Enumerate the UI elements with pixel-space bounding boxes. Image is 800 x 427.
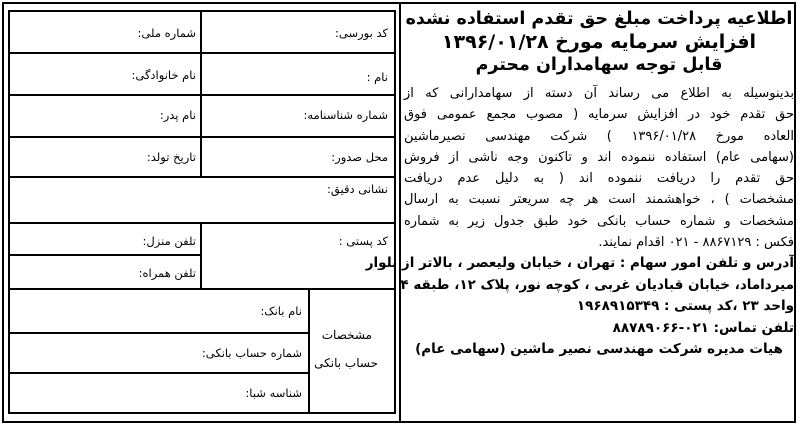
bank-section-line [308, 288, 310, 412]
form-row-line [10, 222, 394, 224]
announcement-title: اطلاعیه پرداخت مبلغ حق تقدم استفاده نشده [405, 9, 793, 29]
address-line: آدرس و تلفن امور سهام : تهران ، خیابان ولیعصر ، بالاتر از بلوار [365, 255, 794, 272]
body-line: مشخصات ) ، خواهشمند است هر چه سریعتر نسبت به ارسال [404, 192, 794, 208]
bank-section-title: مشخصات [321, 328, 372, 342]
postal-code-label: کد پستی : [338, 234, 388, 248]
body-line: حق تقدم را دریافت ننموده اند ( به دلیل عدم دریافت [404, 171, 794, 187]
id-number-label: شماره شناسنامه: [303, 108, 388, 122]
form-row-line [10, 332, 310, 334]
announcement-body [404, 83, 794, 253]
bank-section-subtitle: حساب بانکی [314, 356, 378, 370]
form-row-line [10, 136, 394, 138]
form-row-line [10, 52, 394, 54]
last-name-label: نام خانوادگی: [131, 68, 196, 82]
issue-place-label: محل صدور: [331, 150, 388, 164]
father-name-label: نام پدر: [159, 108, 196, 122]
body-line: (سهامی عام) استفاده ننموده اند و تاکنون وجه ناشی از فروش [404, 149, 794, 165]
body-line: العاده مورخ ۱۳۹۶/۰۱/۲۸ ) شرکت مهندسی نصیرماشین [404, 128, 794, 144]
form-row-line [10, 94, 394, 96]
sheba-id-label: شناسه شبا: [245, 386, 302, 400]
first-name-label: نام : [366, 70, 388, 84]
body-line: فکس : ۸۸۶۷۱۲۹ - ۰۲۱ اقدام نمایند. [598, 235, 794, 251]
address-label: نشانی دقیق: [327, 182, 388, 196]
shareholder-form [8, 10, 396, 414]
national-id-label: شماره ملی: [137, 26, 196, 40]
board-signature: هیات مدیره شرکت مهندسی نصیر ماشین (سهامی عام) [415, 341, 783, 358]
body-line: حق تقدم خود در افزایش سرمایه ( مصوب مجمع عمومی فوق [404, 107, 794, 123]
contact-phone: تلفن تماس: ۰۲۱-۸۸۷۸۹۰۶۶ [612, 319, 794, 336]
form-row-line [10, 254, 202, 256]
bank-name-label: نام بانک: [260, 304, 302, 318]
body-line: مشخصات و شماره حساب بانکی خود طبق جدول زیر به شماره [404, 213, 794, 229]
address-line: میرداماد، خیابان قبادیان غربی ، کوچه نور، پلاک ۱۲، طبقه ۴ [400, 276, 794, 293]
announcement-subtitle: افزایش سرمایه مورخ ۱۳۹۶/۰۱/۲۸ [441, 31, 757, 53]
address-line: واحد ۲۳ ،کد پستی : ۱۹۶۸۹۱۵۳۴۹ [576, 298, 794, 315]
body-line: بدینوسیله به اطلاع می رساند آن دسته از سهامدارانی که از [404, 86, 794, 101]
column-divider [399, 2, 401, 423]
mobile-phone-label: تلفن همراه: [138, 266, 196, 280]
announcement [365, 8, 794, 420]
birth-date-label: تاریخ تولد: [146, 150, 196, 164]
home-phone-label: تلفن منزل: [142, 234, 196, 248]
form-row-line [10, 288, 394, 290]
stock-code-label: کد بورسی: [335, 26, 388, 40]
form-row-line [10, 176, 394, 178]
form-row-line [10, 372, 310, 374]
account-number-label: شماره حساب بانکی: [201, 346, 302, 360]
announcement-audience: قابل توجه سهامداران محترم [475, 55, 723, 75]
